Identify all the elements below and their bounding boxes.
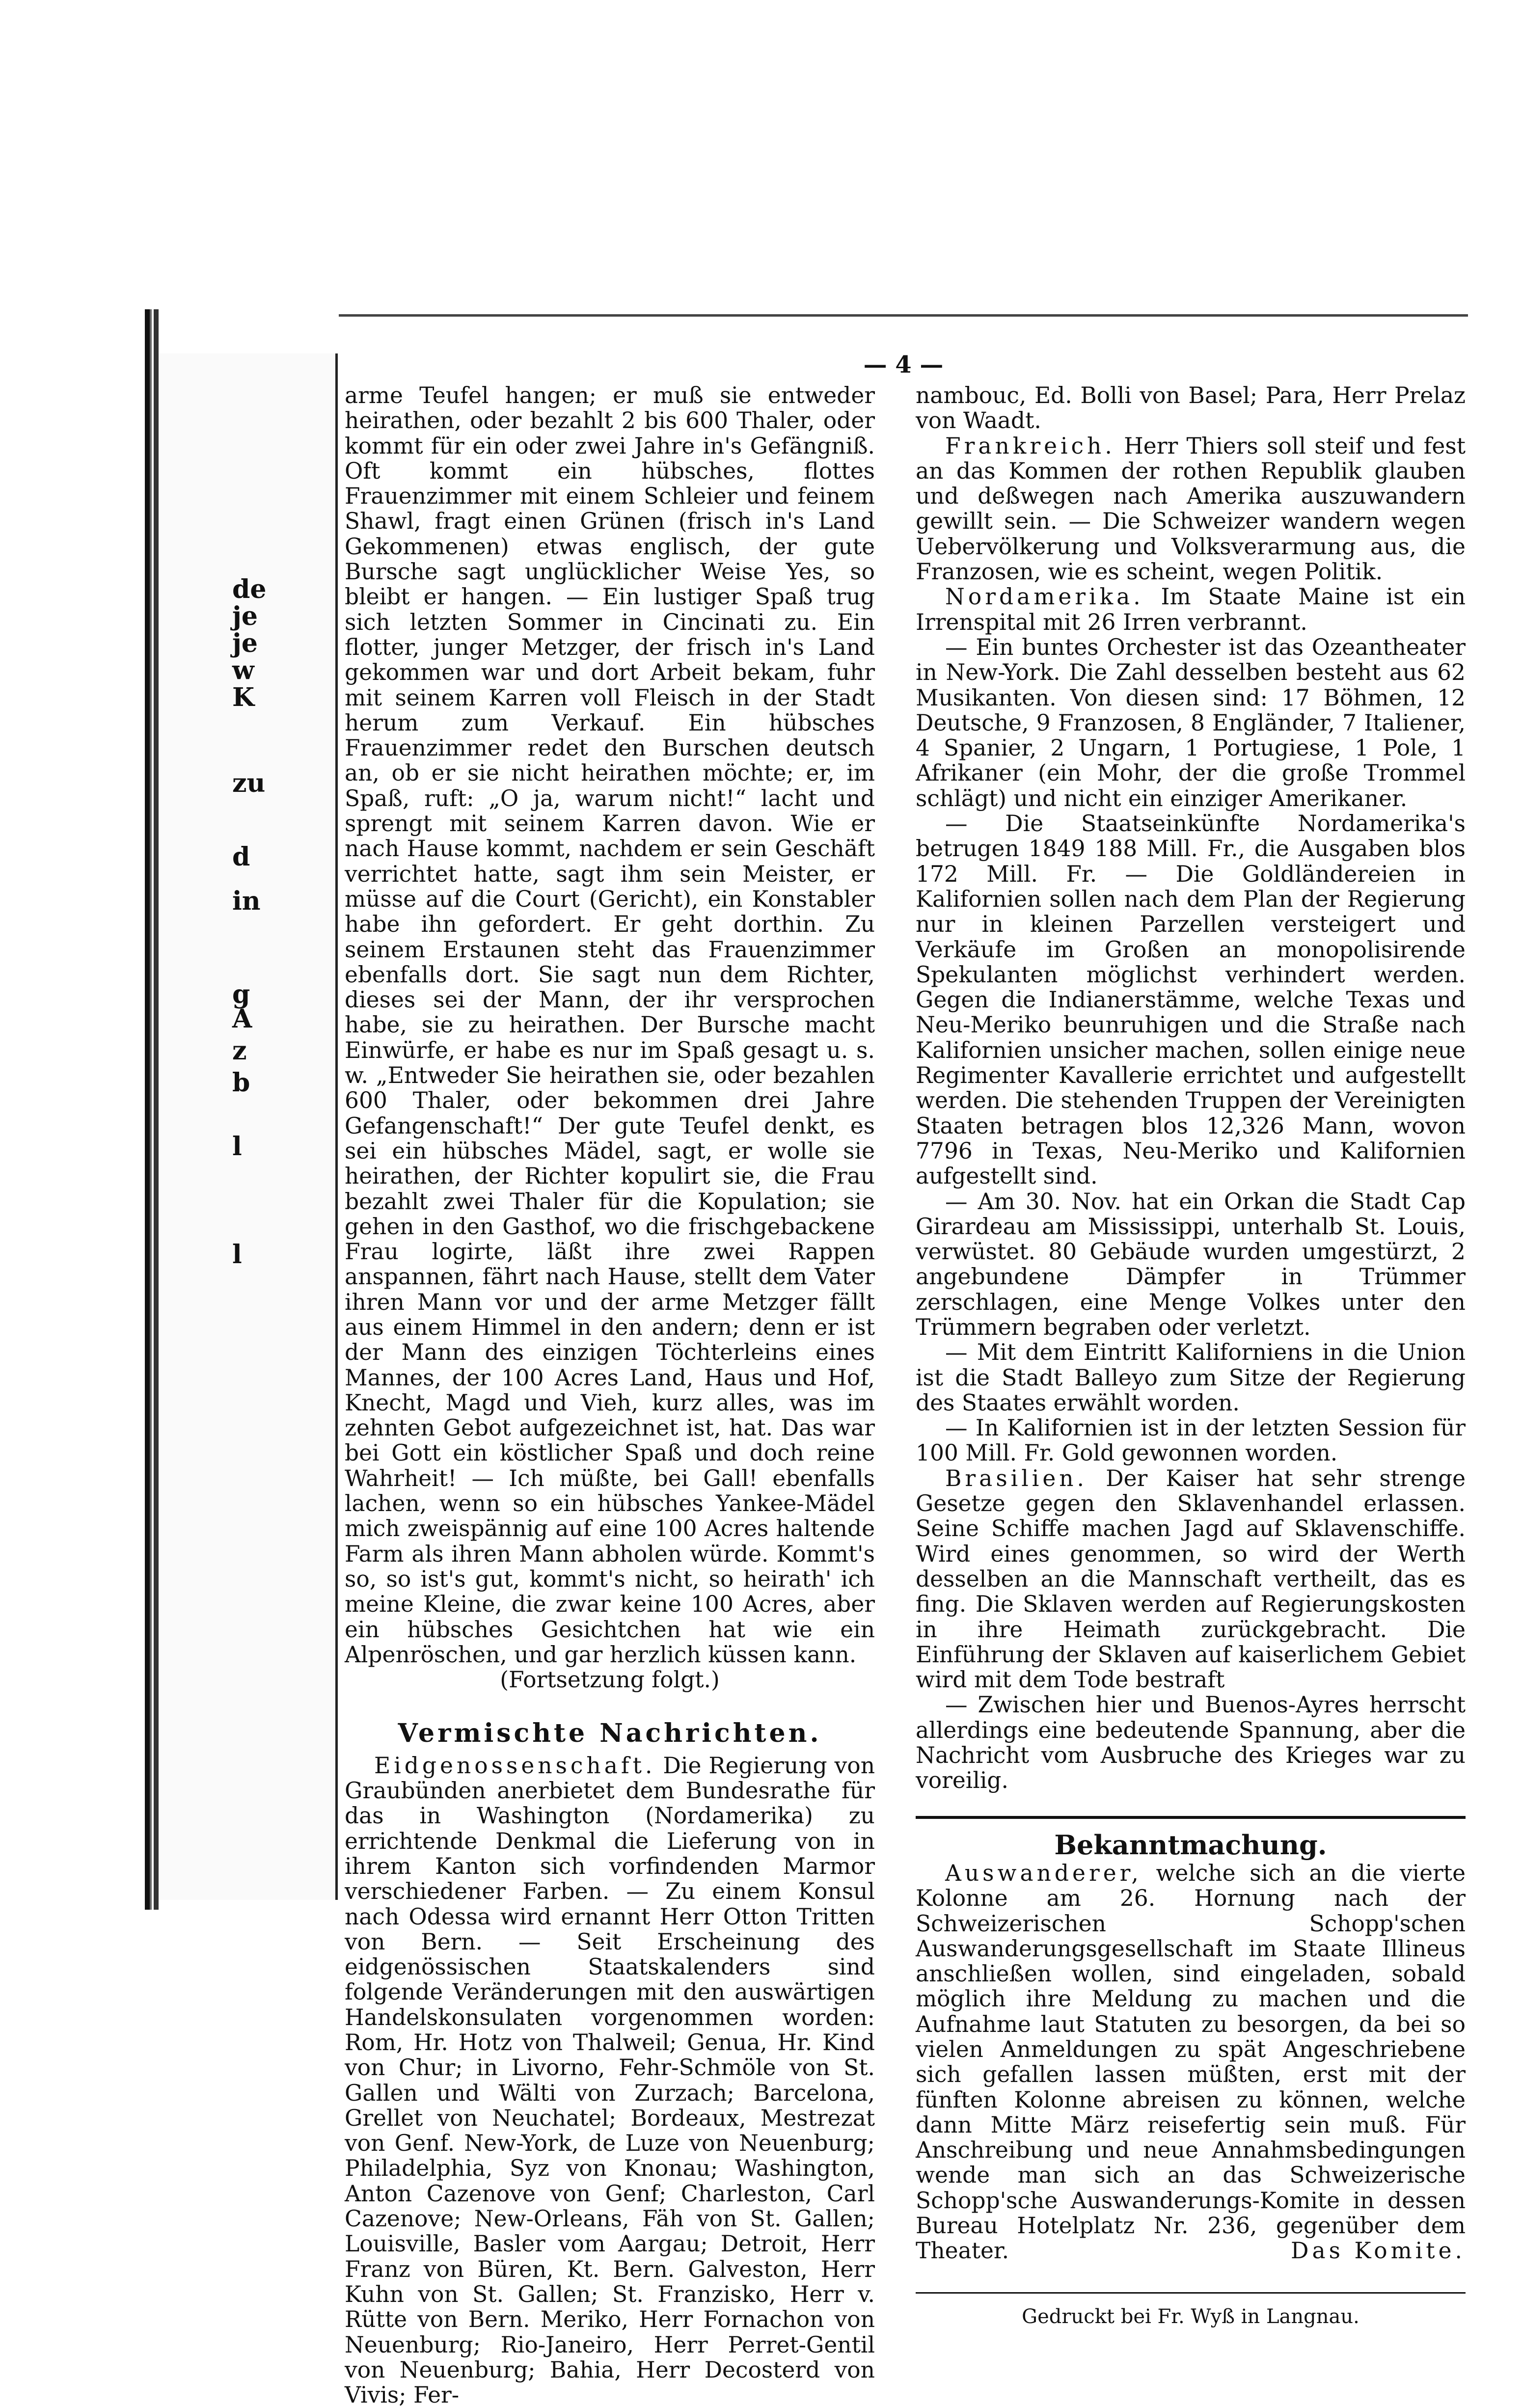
fragment: l [232,1132,242,1162]
news-item [916,1466,1466,1693]
left-column [345,383,875,2408]
fragment: w [232,655,254,685]
notice-lead: Auswanderer, [945,1860,1142,1886]
news-text: Der Kaiser hat sehr strenge Gesetze gegen den Sklavenhandel erlassen. Seine Schiffe machen Jagd auf Sklavenschiffe. Wird eines genommen, so wird der Werth desselben an die Mannschaft vertheilt, das es fing. Die Sklaven werden auf Regierungskosten in ihre Heimath zurückgebracht. Die Einführung der Sklaven auf kaiserlichem Gebiet wird mit dem Tode bestraft [916,1465,1466,1693]
fragment: z [232,1036,247,1066]
fragment: K [232,682,255,712]
fragment: in [232,886,261,916]
notice-title: Bekanntmachung. [1054,1829,1327,1861]
news-item: — Ein buntes Orchester ist das Ozeantheater in New-York. Die Zahl desselben besteht aus 62 Musikanten. Von diesen sind: 17 Böhmen, 12 Deutsche, 9 Franzosen, 8 Engländer, 7 Italiener, 4 Spanier, 2 Ungarn, 1 Portugiese, 1 Pole, 1 Afrikaner (ein Mohr, der die große Trommel schlägt) und nicht ein einziger Amerikaner. [916,634,1466,812]
previous-page-edge [159,353,338,1900]
news-text: Die Regierung von Graubünden anerbietet dem Bundesrathe für das in Washington (Nordamerika) zu errichtende Denkmal die Lieferung von in ihrem Kanton sich vorfindenden Marmor verschiedener Farben. — Zu einem Konsul nach Odessa wird ernannt Herr Otton Tritten von Bern. — Seit Erscheinung des eidgenössischen Staatskalenders sind folgende Veränderungen mit den auswärtigen Handelskonsulaten vorgenommen worden: Rom, Hr. Hotz von Thalweil; Genua, Hr. Kind von Chur; in Livorno, Fehr-Schmöle von St. Gallen und Wälti von Zurzach; Barcelona, Grellet von Neuchatel; Bordeaux, Mestrezat von Genf. New-York, de Luze von Neuenburg; Philadelphia, Syz von Knonau; Washington, Anton Cazenove von Genf; Charleston, Carl Cazenove; New-Orleans, Fäh von St. Gallen; Louisville, Basler vom Aargau; Detroit, Herr Franz von Büren, Kt. Bern. Galveston, Herr Kuhn von St. Gallen; St. Franzisko, Herr v. Rütte von Bern. Meriko, Herr Fornachon von Neuenburg; Rio-Janeiro, Herr Perret-Gentil von Neuenburg; Bahia, Herr Decosterd von Vivis; Fer- [345,1752,875,2408]
news-item: — Mit dem Eintritt Kaliforniens in die Union ist die Stadt Balleyo zum Sitze der Regierung des Staates erwählt worden. [916,1339,1466,1416]
notice-signature: Das Komite. [1291,2238,1466,2264]
fragment: je [232,628,258,658]
news-item [916,584,1466,635]
news-lead: Frankreich. [945,433,1115,459]
printer-imprint: Gedruckt bei Fr. Wyß in Langnau. [916,2292,1466,2329]
news-item: — In Kalifornien ist in der letzten Session für 100 Mill. Fr. Gold gewonnen worden. [916,1415,1466,1466]
news-text: Im Staate Maine ist ein Irrenspital mit 26 Irren verbrannt. [916,584,1466,635]
story-text: arme Teufel hangen; er muß sie entweder heirathen, oder bezahlt 2 bis 600 Thaler, oder kommt für ein oder zwei Jahre in's Gefängniß. Oft kommt ein hübsches, flottes Frauenzimmer mit einem Schleier und feinem Shawl, fragt einen Grünen (frisch in's Land Gekommenen) etwas englisch, der gute Bursche sagt unglücklicher Weise Yes, so bleibt er hangen. — Ein lustiger Spaß trug sich letzten Sommer in Cincinati zu. Ein flotter, junger Metzger, der frisch in's Land gekommen war und dort Arbeit bekam, fuhr mit seinem Karren voll Fleisch in der Stadt herum zum Verkauf. Ein hübsches Frauenzimmer redet den Burschen deutsch an, ob er sie nicht heirathen möchte; er, im Spaß, ruft: „O ja, warum nicht!“ lacht und sprengt mit seinem Karren davon. Wie er nach Hause kommt, nachdem er sein Geschäft verrichtet hatte, sagt ihm sein Meister, er müsse auf die Court (Gericht), ein Konstabler habe ihn gefordert. Er geht dorthin. Zu seinem Erstaunen steht das Frauenzimmer ebenfalls dort. Sie sagt nun dem Richter, dieses sei der Mann, der ihr versprochen habe, sie zu heirathen. Der Bursche macht Einwürfe, er habe es nur im Spaß gesagt u. s. w. „Entweder Sie heirathen sie, oder bezahlen 600 Thaler, oder bekommen drei Jahre Gefangenschaft!“ Der gute Teufel denkt, es sei ein hübsches Mädel, sagt, er wolle sie heirathen, der Richter kopulirt sie, die Frau bezahlt zwei Thaler für die Kopulation; sie gehen in den Gasthof, wo die frischgebackene Frau logirte, läßt ihre zwei Rappen anspannen, fährt nach Hause, stellt dem Vater ihren Mann vor und der arme Metzger fällt aus einem Himmel in den andern; denn er ist der Mann des einzigen Töchterleins eines Mannes, der 100 Acres Land, Haus und Hof, Knecht, Magd und Vieh, kurz alles, was im zehnten Gebot aufgezeichnet ist, hat. Das war bei Gott ein köstlicher Spaß und doch reine Wahrheit! — Ich müßte, bei Gall! ebenfalls lachen, wenn so ein hübsches Yankee-Mädel mich zweispännig auf eine 100 Acres haltende Farm als ihren Mann abholen würde. Kommt's so, so ist's gut, kommt's nicht, so heirath' ich meine Kleine, die zwar keine 100 Acres, aber ein hübsches Gesichtchen hat wie ein Alpenröschen, und gar herzlich küssen kann. [345,382,875,1668]
fragment: b [232,1068,250,1098]
fragment: A [232,1004,252,1034]
continuation-text: nambouc, Ed. Bolli von Basel; Para, Herr Prelaz von Waadt. [916,382,1466,434]
fragment: je [232,601,258,631]
news-item [916,433,1466,585]
news-text: Herr Thiers soll steif und fest an das Kommen der rothen Republik glauben und deßwegen nach Amerika auszuwandern gewillt sein. — Die Schweizer wandern wegen Uebervölkerung und Volksverarmung aus, die Franzosen, wie es scheint, wegen Politik. [916,433,1466,585]
news-item: — Zwischen hier und Buenos-Ayres herrscht allerdings eine bedeutende Spannung, aber die Nachricht vom Ausbruche des Krieges war zu voreilig. [916,1692,1466,1794]
news-item: — Am 30. Nov. hat ein Orkan die Stadt Cap Girardeau am Mississippi, unterhalb St. Louis, verwüstet. 80 Gebäude wurden umgestürzt, 2 angebundene Dämpfer in Trümmer zerschlagen, eine Menge Volkes unter den Trümmern begraben oder verletzt. [916,1188,1466,1340]
news-item: — Die Staatseinkünfte Nordamerika's betrugen 1849 188 Mill. Fr., die Ausgaben blos 172 Mill. Fr. — Die Goldländereien in Kalifornien sollen nach dem Plan der Regierung nur in kleinen Parzellen versteigert und Verkäufe im Großen an monopolisirende Spekulanten möglichst verhindert werden. Gegen die Indianerstämme, welche Texas und Neu-Meriko beunruhigen und die Straße nach Kalifornien unsicher machen, sollen einige neue Regimenter Kavallerie errichtet und aufgestellt werden. Die stehenden Truppen der Vereinigten Staaten betragen blos 12,326 Mann, wovon 7796 in Texas, Neu-Meriko und Kalifornien aufgestellt sind. [916,811,1466,1190]
news-lead: Eidgenossenschaft. [374,1752,656,1779]
fragment: d [232,842,250,872]
newspaper-page [339,314,1468,2408]
section-heading: Vermischte Nachrichten. [398,1718,822,1749]
fragment: zu [232,768,266,798]
news-lead: Nordamerika. [945,584,1144,610]
page-number: — 4 — [863,351,944,379]
fragment: de [232,574,267,604]
notice-body: welche sich an die vierte Kolonne am 26. Hornung nach der Schweizerischen Schopp'schen Auswanderungsgesellschaft im Staate Illineus anschließen wollen, sind eingeladen, sobald möglich ihre Meldung zu machen und die Aufnahme laut Statuten zu besorgen, da bei so vielen Anmeldungen zu spät Angeschriebene sich gefallen lassen müßten, erst mit der fünften Kolonne abreisen zu können, welche dann Mitte März reisefertig sein muß. Für Anschreibung und neue Annahmsbedingungen wende man sich an das Schweizerische Schopp'sche Auswanderungs-Komite in dessen Bureau Hotelplatz Nr. 236, gegenüber dem Theater. [916,1860,1466,2264]
news-lead: Brasilien. [945,1465,1088,1491]
fragment: l [232,1240,242,1270]
news-item [345,1753,875,2408]
divider [916,1816,1466,1819]
continued-note: (Fortsetzung folgt.) [500,1667,720,1693]
book-binding [145,309,159,1910]
notice-text [916,1861,1466,2264]
right-column [916,383,1466,2329]
fragment: g [232,979,250,1009]
